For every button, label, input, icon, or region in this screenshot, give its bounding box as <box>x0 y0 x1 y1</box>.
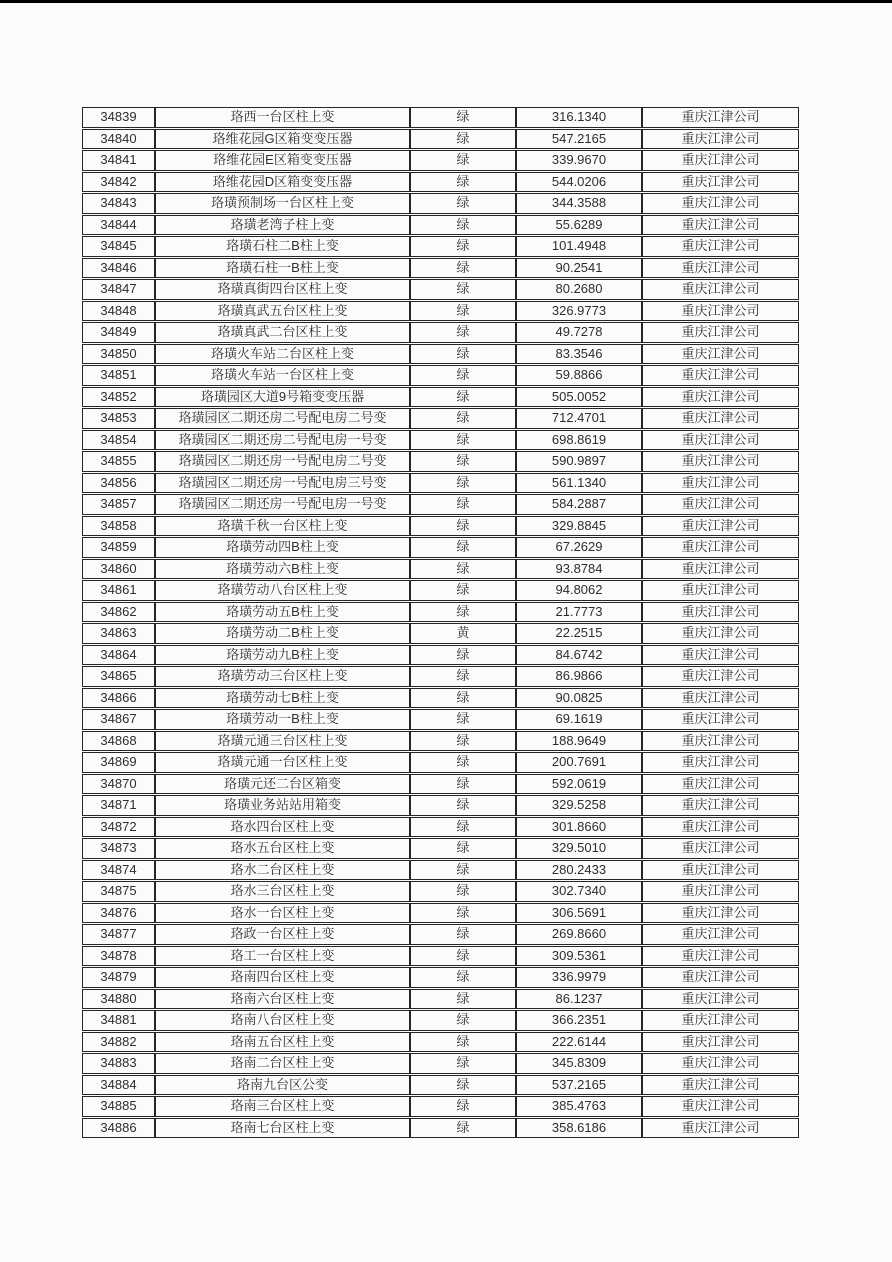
cell-status: 绿 <box>410 494 516 515</box>
cell-company: 重庆江津公司 <box>642 1075 799 1096</box>
cell-status: 绿 <box>410 989 516 1010</box>
cell-name: 珞璜园区二期还房一号配电房二号变 <box>155 451 410 472</box>
cell-name: 珞南四台区柱上变 <box>155 967 410 988</box>
cell-company: 重庆江津公司 <box>642 537 799 558</box>
cell-value: 358.6186 <box>516 1118 642 1139</box>
table-row <box>82 387 799 408</box>
cell-id: 34843 <box>82 193 155 214</box>
cell-value: 584.2887 <box>516 494 642 515</box>
table-row <box>82 924 799 945</box>
cell-id: 34880 <box>82 989 155 1010</box>
cell-company: 重庆江津公司 <box>642 666 799 687</box>
cell-value: 84.6742 <box>516 645 642 666</box>
cell-id: 34842 <box>82 172 155 193</box>
table-row <box>82 817 799 838</box>
cell-name: 珞南七台区柱上变 <box>155 1118 410 1139</box>
cell-id: 34866 <box>82 688 155 709</box>
cell-id: 34860 <box>82 559 155 580</box>
cell-value: 698.8619 <box>516 430 642 451</box>
cell-company: 重庆江津公司 <box>642 473 799 494</box>
cell-id: 34882 <box>82 1032 155 1053</box>
cell-name: 珞璜园区大道9号箱变变压器 <box>155 387 410 408</box>
cell-id: 34846 <box>82 258 155 279</box>
cell-status: 绿 <box>410 215 516 236</box>
cell-name: 珞璜劳动五B柱上变 <box>155 602 410 623</box>
cell-company: 重庆江津公司 <box>642 193 799 214</box>
cell-value: 90.2541 <box>516 258 642 279</box>
cell-value: 339.9670 <box>516 150 642 171</box>
cell-status: 绿 <box>410 774 516 795</box>
cell-status: 绿 <box>410 946 516 967</box>
table-row <box>82 365 799 386</box>
cell-id: 34850 <box>82 344 155 365</box>
cell-status: 绿 <box>410 709 516 730</box>
table-row <box>82 430 799 451</box>
cell-value: 345.8309 <box>516 1053 642 1074</box>
cell-id: 34848 <box>82 301 155 322</box>
cell-status: 绿 <box>410 731 516 752</box>
cell-id: 34874 <box>82 860 155 881</box>
cell-value: 712.4701 <box>516 408 642 429</box>
table-row <box>82 967 799 988</box>
cell-name: 珞南二台区柱上变 <box>155 1053 410 1074</box>
cell-company: 重庆江津公司 <box>642 989 799 1010</box>
cell-name: 珞璜千秋一台区柱上变 <box>155 516 410 537</box>
cell-id: 34867 <box>82 709 155 730</box>
cell-status: 绿 <box>410 451 516 472</box>
cell-company: 重庆江津公司 <box>642 387 799 408</box>
cell-id: 34845 <box>82 236 155 257</box>
cell-id: 34877 <box>82 924 155 945</box>
cell-id: 34879 <box>82 967 155 988</box>
cell-name: 珞璜元还二台区箱变 <box>155 774 410 795</box>
cell-status: 绿 <box>410 408 516 429</box>
cell-id: 34839 <box>82 107 155 128</box>
cell-status: 绿 <box>410 795 516 816</box>
cell-name: 珞水五台区柱上变 <box>155 838 410 859</box>
cell-status: 绿 <box>410 924 516 945</box>
cell-id: 34861 <box>82 580 155 601</box>
cell-value: 55.6289 <box>516 215 642 236</box>
cell-id: 34868 <box>82 731 155 752</box>
cell-status: 绿 <box>410 1075 516 1096</box>
cell-id: 34884 <box>82 1075 155 1096</box>
cell-company: 重庆江津公司 <box>642 924 799 945</box>
cell-company: 重庆江津公司 <box>642 494 799 515</box>
cell-status: 黄 <box>410 623 516 644</box>
table-row <box>82 881 799 902</box>
cell-value: 505.0052 <box>516 387 642 408</box>
cell-name: 珞璜劳动九B柱上变 <box>155 645 410 666</box>
cell-status: 绿 <box>410 860 516 881</box>
cell-value: 561.1340 <box>516 473 642 494</box>
cell-company: 重庆江津公司 <box>642 172 799 193</box>
cell-company: 重庆江津公司 <box>642 322 799 343</box>
cell-status: 绿 <box>410 236 516 257</box>
cell-name: 珞工一台区柱上变 <box>155 946 410 967</box>
cell-value: 80.2680 <box>516 279 642 300</box>
cell-company: 重庆江津公司 <box>642 946 799 967</box>
table-row <box>82 602 799 623</box>
cell-name: 珞璜石柱一B柱上变 <box>155 258 410 279</box>
scan-top-edge-line <box>0 0 892 3</box>
cell-id: 34862 <box>82 602 155 623</box>
cell-company: 重庆江津公司 <box>642 688 799 709</box>
table-row <box>82 709 799 730</box>
cell-id: 34886 <box>82 1118 155 1139</box>
cell-value: 366.2351 <box>516 1010 642 1031</box>
table-row <box>82 989 799 1010</box>
cell-company: 重庆江津公司 <box>642 752 799 773</box>
table-row <box>82 215 799 236</box>
table-row <box>82 107 799 128</box>
cell-status: 绿 <box>410 344 516 365</box>
cell-status: 绿 <box>410 1118 516 1139</box>
cell-company: 重庆江津公司 <box>642 559 799 580</box>
table-row <box>82 172 799 193</box>
cell-company: 重庆江津公司 <box>642 344 799 365</box>
cell-company: 重庆江津公司 <box>642 1010 799 1031</box>
cell-value: 86.9866 <box>516 666 642 687</box>
cell-value: 22.2515 <box>516 623 642 644</box>
cell-company: 重庆江津公司 <box>642 967 799 988</box>
cell-name: 珞璜元通一台区柱上变 <box>155 752 410 773</box>
cell-name: 珞璜园区二期还房一号配电房一号变 <box>155 494 410 515</box>
cell-status: 绿 <box>410 516 516 537</box>
cell-name: 珞政一台区柱上变 <box>155 924 410 945</box>
cell-value: 280.2433 <box>516 860 642 881</box>
cell-name: 珞璜真武二台区柱上变 <box>155 322 410 343</box>
cell-status: 绿 <box>410 602 516 623</box>
table-row <box>82 688 799 709</box>
cell-name: 珞南三台区柱上变 <box>155 1096 410 1117</box>
cell-company: 重庆江津公司 <box>642 731 799 752</box>
table-row <box>82 1096 799 1117</box>
cell-status: 绿 <box>410 645 516 666</box>
cell-value: 547.2165 <box>516 129 642 150</box>
cell-name: 珞南八台区柱上变 <box>155 1010 410 1031</box>
cell-status: 绿 <box>410 838 516 859</box>
cell-name: 珞璜劳动四B柱上变 <box>155 537 410 558</box>
table-row <box>82 731 799 752</box>
cell-name: 珞南六台区柱上变 <box>155 989 410 1010</box>
cell-id: 34849 <box>82 322 155 343</box>
cell-name: 珞璜真街四台区柱上变 <box>155 279 410 300</box>
cell-status: 绿 <box>410 1096 516 1117</box>
cell-id: 34883 <box>82 1053 155 1074</box>
cell-company: 重庆江津公司 <box>642 129 799 150</box>
cell-status: 绿 <box>410 666 516 687</box>
cell-company: 重庆江津公司 <box>642 451 799 472</box>
table-row <box>82 580 799 601</box>
table-row <box>82 559 799 580</box>
cell-status: 绿 <box>410 301 516 322</box>
cell-id: 34851 <box>82 365 155 386</box>
cell-company: 重庆江津公司 <box>642 602 799 623</box>
cell-value: 222.6144 <box>516 1032 642 1053</box>
cell-status: 绿 <box>410 903 516 924</box>
table-row <box>82 645 799 666</box>
cell-status: 绿 <box>410 387 516 408</box>
table-row <box>82 279 799 300</box>
cell-company: 重庆江津公司 <box>642 1118 799 1139</box>
cell-name: 珞南五台区柱上变 <box>155 1032 410 1053</box>
cell-id: 34854 <box>82 430 155 451</box>
cell-value: 101.4948 <box>516 236 642 257</box>
table-row <box>82 623 799 644</box>
cell-status: 绿 <box>410 752 516 773</box>
transformer-table <box>82 106 799 1139</box>
cell-name: 珞璜老湾子柱上变 <box>155 215 410 236</box>
cell-status: 绿 <box>410 580 516 601</box>
cell-value: 537.2165 <box>516 1075 642 1096</box>
cell-name: 珞璜劳动七B柱上变 <box>155 688 410 709</box>
cell-value: 336.9979 <box>516 967 642 988</box>
cell-company: 重庆江津公司 <box>642 279 799 300</box>
cell-value: 326.9773 <box>516 301 642 322</box>
table-row <box>82 774 799 795</box>
cell-company: 重庆江津公司 <box>642 258 799 279</box>
table-row <box>82 1118 799 1139</box>
table-row <box>82 150 799 171</box>
cell-company: 重庆江津公司 <box>642 1032 799 1053</box>
cell-name: 珞璜预制场一台区柱上变 <box>155 193 410 214</box>
cell-value: 67.2629 <box>516 537 642 558</box>
cell-name: 珞维花园E区箱变变压器 <box>155 150 410 171</box>
cell-name: 珞西一台区柱上变 <box>155 107 410 128</box>
cell-id: 34875 <box>82 881 155 902</box>
cell-name: 珞璜石柱二B柱上变 <box>155 236 410 257</box>
cell-status: 绿 <box>410 430 516 451</box>
cell-value: 385.4763 <box>516 1096 642 1117</box>
cell-value: 329.5258 <box>516 795 642 816</box>
cell-value: 590.9897 <box>516 451 642 472</box>
table-row <box>82 473 799 494</box>
cell-value: 269.8660 <box>516 924 642 945</box>
cell-id: 34847 <box>82 279 155 300</box>
cell-id: 34855 <box>82 451 155 472</box>
cell-id: 34873 <box>82 838 155 859</box>
cell-company: 重庆江津公司 <box>642 795 799 816</box>
cell-id: 34863 <box>82 623 155 644</box>
table-row <box>82 838 799 859</box>
cell-id: 34878 <box>82 946 155 967</box>
cell-name: 珞璜劳动六B柱上变 <box>155 559 410 580</box>
cell-value: 59.8866 <box>516 365 642 386</box>
cell-id: 34840 <box>82 129 155 150</box>
cell-value: 90.0825 <box>516 688 642 709</box>
cell-company: 重庆江津公司 <box>642 774 799 795</box>
cell-name: 珞璜火车站一台区柱上变 <box>155 365 410 386</box>
cell-status: 绿 <box>410 967 516 988</box>
cell-value: 86.1237 <box>516 989 642 1010</box>
table-row <box>82 860 799 881</box>
cell-name: 珞水一台区柱上变 <box>155 903 410 924</box>
cell-name: 珞璜园区二期还房一号配电房三号变 <box>155 473 410 494</box>
cell-company: 重庆江津公司 <box>642 516 799 537</box>
cell-value: 21.7773 <box>516 602 642 623</box>
cell-status: 绿 <box>410 881 516 902</box>
cell-company: 重庆江津公司 <box>642 107 799 128</box>
cell-name: 珞水四台区柱上变 <box>155 817 410 838</box>
table-row <box>82 258 799 279</box>
cell-id: 34844 <box>82 215 155 236</box>
cell-status: 绿 <box>410 1032 516 1053</box>
cell-name: 珞璜劳动八台区柱上变 <box>155 580 410 601</box>
cell-value: 301.8660 <box>516 817 642 838</box>
cell-id: 34858 <box>82 516 155 537</box>
cell-name: 珞璜火车站二台区柱上变 <box>155 344 410 365</box>
cell-name: 珞璜元通三台区柱上变 <box>155 731 410 752</box>
cell-name: 珞璜园区二期还房二号配电房二号变 <box>155 408 410 429</box>
cell-status: 绿 <box>410 129 516 150</box>
table-row <box>82 236 799 257</box>
cell-value: 544.0206 <box>516 172 642 193</box>
table-row <box>82 516 799 537</box>
cell-status: 绿 <box>410 322 516 343</box>
cell-company: 重庆江津公司 <box>642 215 799 236</box>
cell-value: 69.1619 <box>516 709 642 730</box>
cell-status: 绿 <box>410 1053 516 1074</box>
cell-status: 绿 <box>410 150 516 171</box>
cell-value: 309.5361 <box>516 946 642 967</box>
cell-id: 34841 <box>82 150 155 171</box>
cell-company: 重庆江津公司 <box>642 881 799 902</box>
cell-status: 绿 <box>410 1010 516 1031</box>
cell-value: 94.8062 <box>516 580 642 601</box>
cell-id: 34852 <box>82 387 155 408</box>
cell-value: 83.3546 <box>516 344 642 365</box>
cell-id: 34869 <box>82 752 155 773</box>
cell-company: 重庆江津公司 <box>642 150 799 171</box>
cell-company: 重庆江津公司 <box>642 236 799 257</box>
cell-company: 重庆江津公司 <box>642 408 799 429</box>
table-row <box>82 129 799 150</box>
cell-id: 34881 <box>82 1010 155 1031</box>
cell-value: 592.0619 <box>516 774 642 795</box>
table-row <box>82 946 799 967</box>
cell-id: 34859 <box>82 537 155 558</box>
cell-value: 49.7278 <box>516 322 642 343</box>
cell-company: 重庆江津公司 <box>642 860 799 881</box>
cell-company: 重庆江津公司 <box>642 623 799 644</box>
cell-name: 珞维花园D区箱变变压器 <box>155 172 410 193</box>
table-row <box>82 1010 799 1031</box>
cell-id: 34857 <box>82 494 155 515</box>
cell-value: 316.1340 <box>516 107 642 128</box>
cell-value: 344.3588 <box>516 193 642 214</box>
cell-company: 重庆江津公司 <box>642 580 799 601</box>
cell-company: 重庆江津公司 <box>642 430 799 451</box>
table-row <box>82 795 799 816</box>
table-row <box>82 666 799 687</box>
table-row <box>82 1053 799 1074</box>
cell-status: 绿 <box>410 688 516 709</box>
cell-company: 重庆江津公司 <box>642 645 799 666</box>
cell-id: 34870 <box>82 774 155 795</box>
cell-company: 重庆江津公司 <box>642 365 799 386</box>
cell-status: 绿 <box>410 258 516 279</box>
cell-value: 302.7340 <box>516 881 642 902</box>
cell-status: 绿 <box>410 107 516 128</box>
cell-name: 珞水三台区柱上变 <box>155 881 410 902</box>
table-row <box>82 537 799 558</box>
table-row <box>82 408 799 429</box>
table-row <box>82 1075 799 1096</box>
cell-value: 188.9649 <box>516 731 642 752</box>
table-row <box>82 193 799 214</box>
cell-status: 绿 <box>410 537 516 558</box>
table-row <box>82 344 799 365</box>
cell-id: 34872 <box>82 817 155 838</box>
cell-id: 34871 <box>82 795 155 816</box>
cell-value: 306.5691 <box>516 903 642 924</box>
table-row <box>82 903 799 924</box>
table-row <box>82 1032 799 1053</box>
cell-value: 200.7691 <box>516 752 642 773</box>
cell-status: 绿 <box>410 279 516 300</box>
cell-name: 珞璜劳动三台区柱上变 <box>155 666 410 687</box>
cell-value: 93.8784 <box>516 559 642 580</box>
cell-id: 34876 <box>82 903 155 924</box>
table-row <box>82 451 799 472</box>
cell-id: 34864 <box>82 645 155 666</box>
cell-name: 珞水二台区柱上变 <box>155 860 410 881</box>
cell-company: 重庆江津公司 <box>642 838 799 859</box>
cell-status: 绿 <box>410 473 516 494</box>
cell-id: 34885 <box>82 1096 155 1117</box>
cell-company: 重庆江津公司 <box>642 709 799 730</box>
cell-id: 34856 <box>82 473 155 494</box>
table-row <box>82 752 799 773</box>
cell-status: 绿 <box>410 365 516 386</box>
cell-company: 重庆江津公司 <box>642 1053 799 1074</box>
cell-name: 珞璜业务站站用箱变 <box>155 795 410 816</box>
table-row <box>82 301 799 322</box>
cell-company: 重庆江津公司 <box>642 301 799 322</box>
cell-value: 329.8845 <box>516 516 642 537</box>
table-row <box>82 494 799 515</box>
cell-status: 绿 <box>410 172 516 193</box>
cell-status: 绿 <box>410 193 516 214</box>
cell-company: 重庆江津公司 <box>642 817 799 838</box>
cell-company: 重庆江津公司 <box>642 903 799 924</box>
cell-id: 34853 <box>82 408 155 429</box>
cell-status: 绿 <box>410 559 516 580</box>
cell-name: 珞璜劳动二B柱上变 <box>155 623 410 644</box>
cell-name: 珞璜劳动一B柱上变 <box>155 709 410 730</box>
cell-value: 329.5010 <box>516 838 642 859</box>
cell-name: 珞璜园区二期还房二号配电房一号变 <box>155 430 410 451</box>
cell-company: 重庆江津公司 <box>642 1096 799 1117</box>
cell-name: 珞璜真武五台区柱上变 <box>155 301 410 322</box>
cell-name: 珞维花园G区箱变变压器 <box>155 129 410 150</box>
cell-status: 绿 <box>410 817 516 838</box>
cell-id: 34865 <box>82 666 155 687</box>
table-row <box>82 322 799 343</box>
cell-name: 珞南九台区公变 <box>155 1075 410 1096</box>
